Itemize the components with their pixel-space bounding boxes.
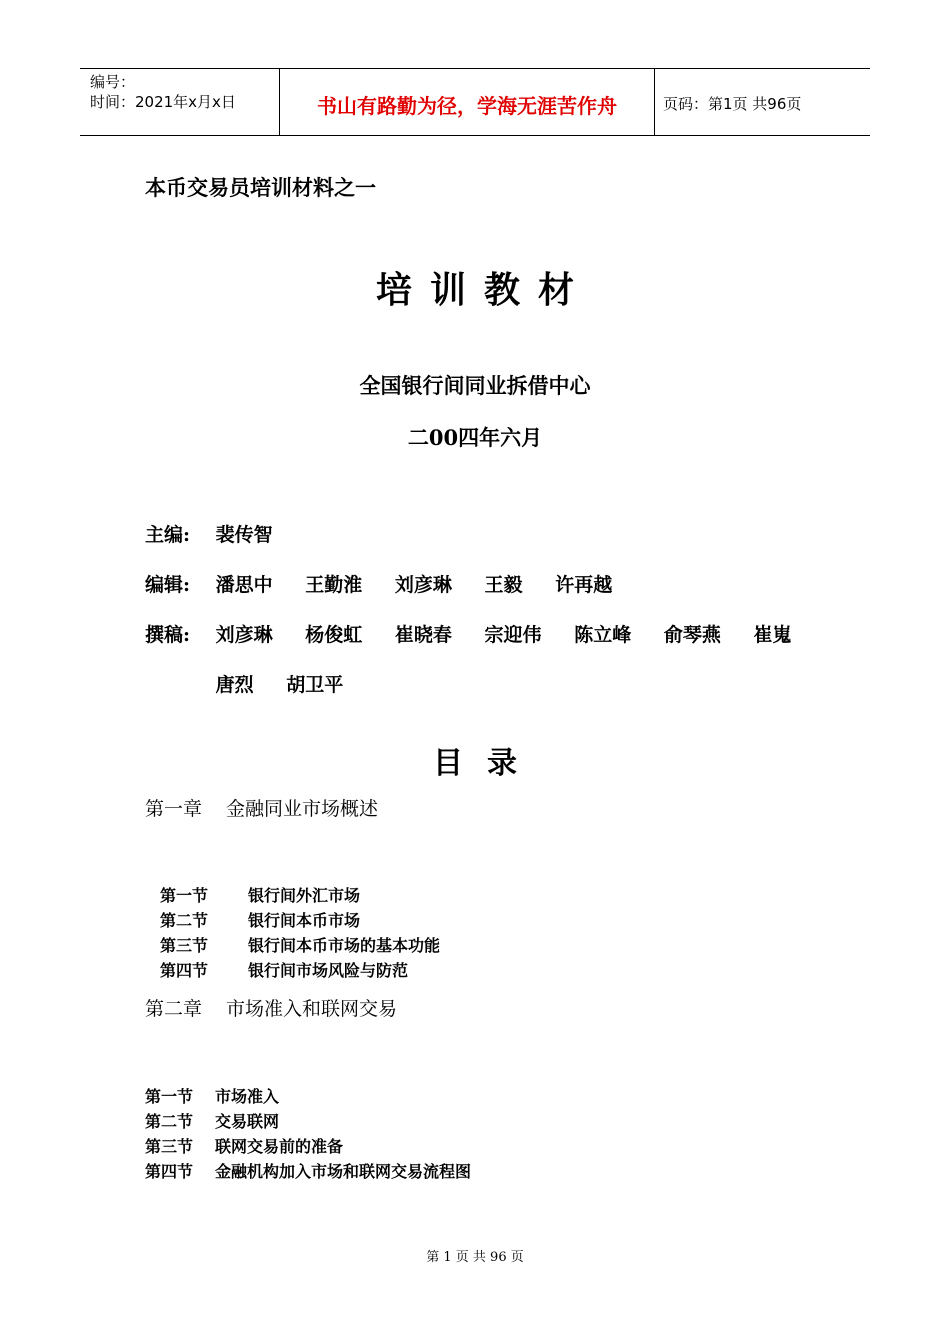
section-number: 第二节 bbox=[145, 1112, 194, 1131]
credit-name: 崔嵬 bbox=[753, 624, 792, 646]
header-meta bbox=[80, 69, 280, 135]
section-number: 第一节 bbox=[145, 1087, 194, 1106]
section-title: 金融机构加入市场和联网交易流程图 bbox=[215, 1162, 472, 1181]
chapter-title: 市场准入和联网交易 bbox=[226, 998, 398, 1020]
section-title: 银行间本币市场 bbox=[248, 911, 361, 930]
doc-organization: 全国银行间同业拆借中心 bbox=[359, 373, 591, 398]
credit-name: 胡卫平 bbox=[286, 674, 344, 696]
credit-label: 主编: bbox=[145, 524, 191, 546]
credit-label: 撰稿: bbox=[145, 624, 191, 646]
section-title: 联网交易前的准备 bbox=[215, 1137, 344, 1156]
credit-name: 潘思中 bbox=[215, 574, 273, 596]
toc-section[interactable] bbox=[145, 1134, 343, 1157]
page-header bbox=[80, 68, 870, 136]
credit-writers-cont bbox=[145, 670, 369, 697]
credit-name: 王勤淮 bbox=[305, 574, 363, 596]
credit-editors bbox=[145, 570, 638, 597]
credit-name: 陈立峰 bbox=[574, 624, 632, 646]
toc-chapter-2[interactable] bbox=[145, 994, 397, 1021]
header-motto: 书山有路勤为径，学海无涯苦作舟 bbox=[280, 69, 655, 135]
credit-name: 崔晓春 bbox=[394, 624, 452, 646]
credit-name: 俞琴燕 bbox=[663, 624, 721, 646]
credit-label: 编辑: bbox=[145, 574, 191, 596]
section-title: 市场准入 bbox=[215, 1087, 280, 1106]
section-number: 第一节 bbox=[160, 886, 209, 905]
chapter-number: 第一章 bbox=[145, 798, 203, 820]
section-title: 银行间市场风险与防范 bbox=[248, 961, 409, 980]
chapter-title: 金融同业市场概述 bbox=[226, 798, 379, 820]
doc-title: 培训教材 bbox=[375, 269, 592, 311]
toc-section[interactable] bbox=[145, 1159, 471, 1182]
doc-date: 二00四年六月 bbox=[407, 425, 543, 450]
section-title: 交易联网 bbox=[215, 1112, 280, 1131]
toc-section[interactable] bbox=[145, 1109, 279, 1132]
section-number: 第三节 bbox=[160, 936, 209, 955]
credit-name: 唐烈 bbox=[215, 674, 254, 696]
credit-writers bbox=[145, 620, 817, 647]
credit-editor-in-chief bbox=[145, 520, 299, 547]
header-number-label: 编号： bbox=[90, 73, 136, 91]
section-number: 第三节 bbox=[145, 1137, 194, 1156]
toc-section[interactable] bbox=[160, 883, 360, 906]
toc-chapter-1[interactable] bbox=[145, 794, 378, 821]
header-time-label: 时间：2021年x月x日 bbox=[90, 93, 236, 111]
toc-section[interactable] bbox=[160, 908, 360, 931]
credit-name: 许再越 bbox=[555, 574, 613, 596]
toc-section[interactable] bbox=[160, 933, 440, 956]
toc-section[interactable] bbox=[160, 958, 408, 981]
section-title: 银行间外汇市场 bbox=[248, 886, 361, 905]
credit-name: 王毅 bbox=[484, 574, 523, 596]
credit-name: 裴传智 bbox=[215, 524, 273, 546]
chapter-number: 第二章 bbox=[145, 998, 203, 1020]
section-number: 第四节 bbox=[160, 961, 209, 980]
page-footer: 第 1 页 共 96 页 bbox=[426, 1250, 524, 1265]
credit-name: 刘彦琳 bbox=[215, 624, 273, 646]
header-page-info: 页码：第1页 共96页 bbox=[663, 94, 802, 113]
credit-name: 宗迎伟 bbox=[484, 624, 542, 646]
credit-name: 刘彦琳 bbox=[394, 574, 452, 596]
toc-section[interactable] bbox=[145, 1084, 279, 1107]
doc-subtitle: 本币交易员培训材料之一 bbox=[145, 175, 376, 200]
toc-title: 目录 bbox=[433, 746, 541, 781]
section-title: 银行间本币市场的基本功能 bbox=[248, 936, 441, 955]
credit-name: 杨俊虹 bbox=[305, 624, 363, 646]
section-number: 第四节 bbox=[145, 1162, 194, 1181]
section-number: 第二节 bbox=[160, 911, 209, 930]
